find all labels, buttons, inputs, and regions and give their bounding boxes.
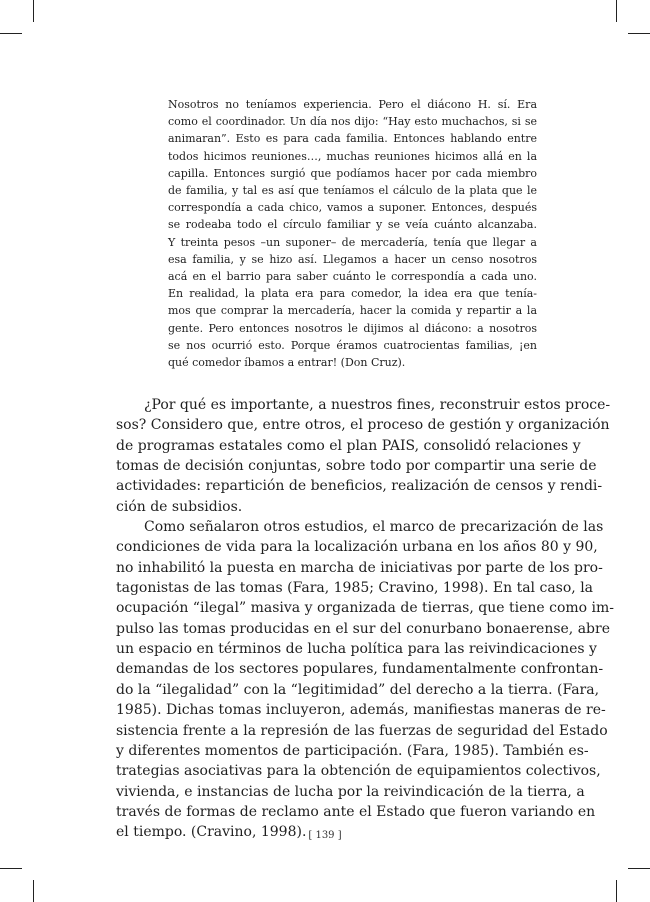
paragraph-line: través de formas de reclamo ante el Estado que fueron variando en xyxy=(116,803,596,820)
paragraph-line: un espacio en términos de lucha política para las reivindicaciones y xyxy=(116,641,597,658)
quote-line: como el coordinador. Un día nos dijo: “Hay esto muchachos, si se xyxy=(168,115,537,129)
crop-mark-bottom-left-vertical xyxy=(33,880,34,902)
crop-mark-top-right-horizontal xyxy=(628,33,650,34)
quote-line: Y treinta pesos –un suponer– de mercadería, tenía que llegar a xyxy=(168,235,537,249)
quote-line: se rodeaba todo el círculo familiar y se veía cuánto alcanzaba. xyxy=(168,218,537,232)
paragraph-line: pulso las tomas producidas en el sur del conurbano bonaerense, abre xyxy=(116,620,610,637)
paragraph-line: de programas estatales como el plan PAIS, consolidó relaciones y xyxy=(116,437,581,454)
paragraph-1 xyxy=(116,395,611,517)
paragraph-line: tomas de decisión conjuntas, sobre todo por compartir una serie de xyxy=(116,458,597,475)
paragraph-line: Como señalaron otros estudios, el marco de precarización de las xyxy=(144,519,604,536)
paragraph-line: ción de subsidios. xyxy=(116,498,243,515)
paragraph-line: tagonistas de las tomas (Fara, 1985; Cravino, 1998). En tal caso, la xyxy=(116,580,594,597)
crop-mark-bottom-right-vertical xyxy=(616,880,617,902)
body-text xyxy=(116,395,615,843)
paragraph-line: do la “ilegalidad” con la “legitimidad” del derecho a la tierra. (Fara, xyxy=(116,681,600,698)
paragraph-line: demandas de los sectores populares, fundamentalmente confrontan- xyxy=(116,661,604,678)
quote-line: gente. Pero entonces nosotros le dijimos al diácono: a nosotros xyxy=(168,321,537,335)
paragraph-line: y diferentes momentos de participación. (Fara, 1985). También es- xyxy=(116,742,589,759)
paragraph-line: condiciones de vida para la localización urbana en los años 80 y 90, xyxy=(116,539,598,556)
paragraph-2 xyxy=(116,517,615,843)
paragraph-line: el tiempo. (Cravino, 1998). xyxy=(116,824,307,841)
crop-mark-bottom-left-horizontal xyxy=(0,868,22,869)
block-quote xyxy=(168,96,537,371)
paragraph-line: ocupación “ilegal” masiva y organizada de tierras, que tiene como im- xyxy=(116,600,615,617)
quote-line: mos que comprar la mercadería, hacer la comida y repartir a la xyxy=(168,304,537,318)
quote-line: esa familia, y se hizo así. Llegamos a hacer un censo nosotros xyxy=(168,252,537,266)
paragraph-line: no inhabilitó la puesta en marcha de iniciativas por parte de los pro- xyxy=(116,559,603,576)
quote-line: qué comedor íbamos a entrar! (Don Cruz). xyxy=(168,356,406,370)
quote-line: acá en el barrio para saber cuánto le correspondía a cada uno. xyxy=(168,270,537,284)
paragraph-line: actividades: repartición de beneficios, realización de censos y rendi- xyxy=(116,478,603,495)
quote-line: se nos ocurrió esto. Porque éramos cuatrocientas familias, ¡en xyxy=(168,338,537,352)
paragraph-line: sos? Considero que, entre otros, el proceso de gestión y organización xyxy=(116,417,610,434)
quote-line: correspondía a cada chico, vamos a suponer. Entonces, después xyxy=(168,201,537,215)
quote-line: Nosotros no teníamos experiencia. Pero el diácono H. sí. Era xyxy=(168,98,537,111)
page-number: [ 139 ] xyxy=(308,830,342,841)
crop-mark-top-left-vertical xyxy=(33,0,34,22)
crop-mark-top-right-vertical xyxy=(616,0,617,22)
paragraph-line: sistencia frente a la represión de las fuerzas de seguridad del Estado xyxy=(116,722,608,739)
quote-line: de familia, y tal es así que teníamos el cálculo de la plata que le xyxy=(168,184,537,198)
quote-line: todos hicimos reuniones…, muchas reuniones hicimos allá en la xyxy=(168,149,537,163)
paragraph-line: ¿Por qué es importante, a nuestros fines, reconstruir estos proce- xyxy=(144,397,611,413)
paragraph-line: vivienda, e instancias de lucha por la reivindicación de la tierra, a xyxy=(116,783,585,800)
paragraph-line: 1985). Dichas tomas incluyeron, además, manifiestas maneras de re- xyxy=(116,702,606,719)
quote-line: capilla. Entonces surgió que podíamos hacer por cada miembro xyxy=(168,166,537,180)
quote-line: En realidad, la plata era para comedor, la idea era que tenía- xyxy=(168,287,537,301)
crop-mark-bottom-right-horizontal xyxy=(628,868,650,869)
crop-mark-top-left-horizontal xyxy=(0,33,22,34)
quote-line: animaran”. Esto es para cada familia. Entonces hablando entre xyxy=(168,132,537,146)
paragraph-line: trategias asociativas para la obtención de equipamientos colectivos, xyxy=(116,763,601,780)
